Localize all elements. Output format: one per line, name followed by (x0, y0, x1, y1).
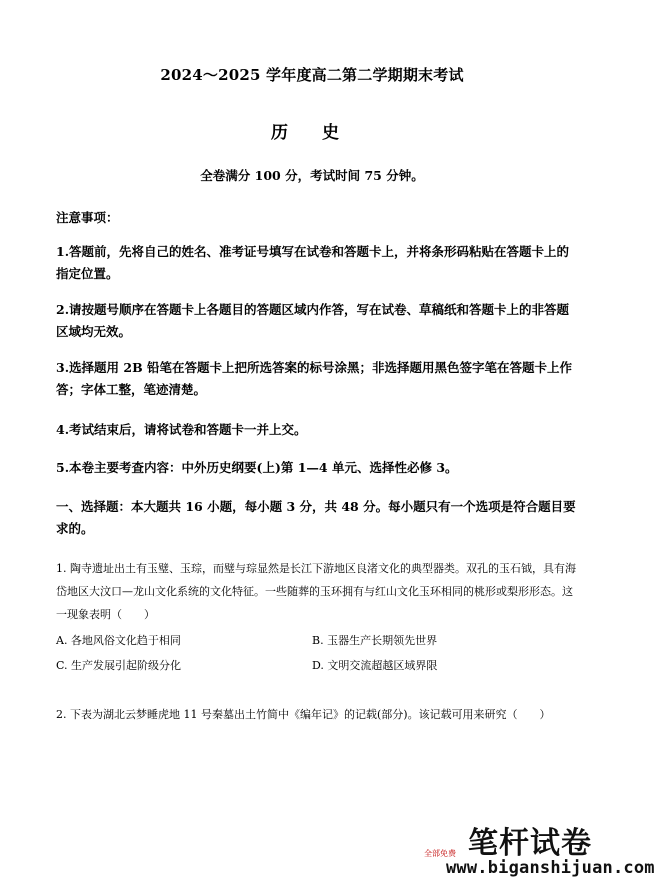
watermark-tag: 全部免费 (424, 849, 456, 858)
note-item: 2.请按题号顺序在答题卡上各题目的答题区域内作答，写在试卷、草稿纸和答题卡上的非答题区域均无效。 (56, 302, 570, 339)
watermark-brand: 笔杆试卷 (468, 826, 592, 861)
question-stem: 2. 下表为湖北云梦睡虎地 11 号秦墓出土竹简中《编年记》的记载(部分)。该记载可用来研究（ ） (56, 708, 551, 721)
option-b: B. 玉器生产长期领先世界 (312, 634, 438, 647)
option-d: D. 文明交流超越区域界限 (312, 659, 438, 672)
full-mark-note: 全卷满分 100 分，考试时间 75 分钟。 (200, 168, 424, 183)
exam-subject: 历 史 (271, 123, 353, 143)
section-heading: 一、选择题：本大题共 16 小题，每小题 3 分，共 48 分。每小题只有一个选项是符合题目要求的。 (56, 499, 576, 536)
exam-title: 2024～2025 学年度高二第二学期期末考试 (160, 66, 464, 84)
note-item: 5.本卷主要考查内容：中外历史纲要(上)第 1—4 单元、选择性必修 3。 (56, 460, 458, 475)
question-options (56, 632, 580, 674)
note-item: 1.答题前，先将自己的姓名、准考证号填写在试卷和答题卡上，并将条形码粘贴在答题卡上的指定位置。 (56, 244, 570, 281)
question-stem: 1. 陶寺遗址出土有玉璧、玉琮，而璧与琮显然是长江下游地区良渚文化的典型器类。双孔的玉石钺，具有海岱地区大汶口—龙山文化系统的文化特征。一些随葬的玉环拥有与红山文化玉环相同的桃形或梨形形态。这一现象表明（ ） (56, 562, 576, 621)
watermark-logo (424, 818, 655, 884)
note-item: 4.考试结束后，请将试卷和答题卡一并上交。 (56, 422, 307, 437)
note-item: 3.选择题用 2B 铅笔在答题卡上把所选答案的标号涂黑；非选择题用黑色签字笔在答题卡上作答；字体工整，笔迹清楚。 (56, 360, 573, 397)
option-c: C. 生产发展引起阶级分化 (56, 659, 182, 672)
notes-heading: 注意事项： (56, 210, 119, 225)
option-a: A. 各地风俗文化趋于相同 (56, 634, 181, 647)
watermark-url: www.biganshijuan.com (446, 858, 655, 878)
